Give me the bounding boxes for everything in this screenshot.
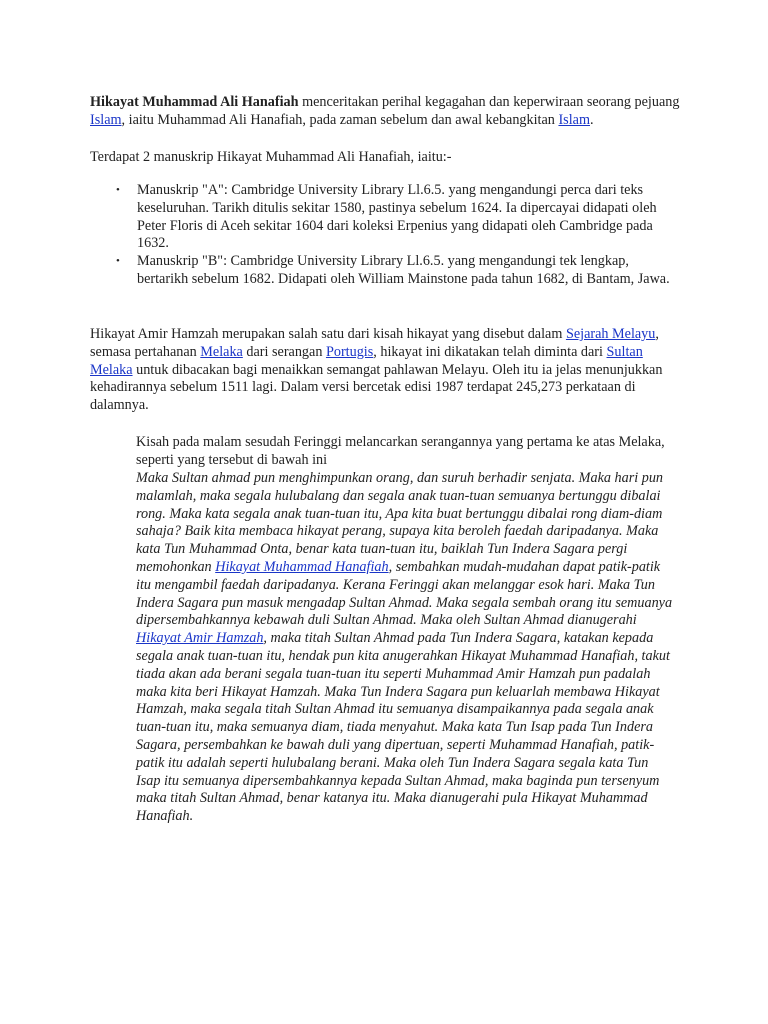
manuscripts-heading: Terdapat 2 manuskrip Hikayat Muhammad Ali Hanafiah, iaitu:- [90,149,452,165]
amir-text-1: Hikayat Amir Hamzah merupakan salah satu dari kisah hikayat yang disebut dalam [90,326,566,342]
bullet-icon: • [116,255,120,268]
amir-text-3: dari serangan [242,343,326,360]
portugis-link[interactable]: Portugis [325,343,374,360]
islam-link-2[interactable]: Islam [558,111,590,128]
sejarah-melayu-link[interactable]: Sejarah Melayu [565,326,656,342]
quote-text-2: , sembahkan mudah-mudahan dapat patik-patik itu mengambil faedah daripadanya. Kerana Feringgi akan melanggar esok hari. Maka Tun Indera Sagara pun masuk mengadap Sultan Ahmad. Maka segala sembah orang itu semuanya dipersembahkannya kebawah duli Sultan Ahmad. Maka oleh Sultan Ahmad dianugerahi [136,558,673,629]
hikayat-muhammad-hanafiah-link[interactable]: Hikayat Muhammad Hanafiah [215,558,389,575]
quote-text-1: Maka Sultan ahmad pun menghimpunkan orang, dan suruh berhadir senjata. Maka hari pun malamlah, maka segala hulubalang dan segala anak tuan-tuan semuanya bertunggu dibalai rong. Maka kata segala anak tuan-tuan itu, Apa kita buat bertunggu dibalai rong diam-diam sahaja? Baik kita membaca hikayat perang, supaya kita beroleh faedah daripadanya. Maka kata Tun Muhammad Onta, benar kata tuan-tuan itu, baiklah Tun Indera Sagara pergi memohonkan [136,470,664,575]
sultan-melaka-link[interactable]: Sultan Melaka [90,343,643,378]
manuscript-list [90,182,680,289]
islam-link-1[interactable]: Islam [90,111,122,128]
amir-text-5: untuk dibacakan bagi menaikkan semangat pahlawan Melayu. Oleh itu ia jelas menunjukkan kehadirannya sebelum 1511 lagi. Dalam versi bercetak edisi 1987 terdapat 245,273 perkataan di dalamnya. [90,361,663,414]
hikayat-title: Hikayat Muhammad Ali Hanafiah [90,94,299,110]
amir-text-2: , semasa pertahanan [90,326,659,360]
intro-text-3: . [589,111,594,128]
hikayat-amir-hamzah-link[interactable]: Hikayat Amir Hamzah [136,630,264,647]
intro-text-2: , iaitu Muhammad Ali Hanafiah, pada zaman sebelum dan awal kebangkitan [121,111,559,128]
list-item [90,182,680,253]
manuscript-b-text: Manuskrip "B": Cambridge University Library Ll.6.5. yang mengandungi tek lengkap, bertarikh sebelum 1682. Didapati oleh William Mainstone pada tahun 1682, di Bantam, Jawa. [137,253,670,287]
quote-body [136,470,676,826]
melaka-link[interactable]: Melaka [200,343,243,360]
intro-paragraph [90,94,680,130]
amir-text-4: , hikayat ini dikatakan telah diminta dari [373,343,607,360]
quote-text-3: , maka titah Sultan Ahmad pada Tun Indera Sagara, katakan kepada segala anak tuan-tuan itu, hendak pun kita anugerahkan Hikayat Muhammad Hanafiah, takut tiada akan ada berani segala tuan-tuan itu seperti Muhammad Amir Hamzah pun padalah maka kita beri Hikayat Hamzah. Maka Tun Indera Sagara pun keluarlah membawa Hikayat Hamzah, maka segala titah Sultan Ahmad itu semuanya disampaikannya pada segala anak tuan-tuan itu, maka semuanya diam, tiada menyahut. Maka kata Tun Isap pada Tun Indera Sagara, persembahkan ke bawah duli yang dipertuan, seperti Muhammad Hanafiah, patik-patik itu adalah seperti hulubalang berani. Maka oleh Tun Indera Sagara segala kata Tun Isap itu semuanya dipersembahkannya kepada Sultan Ahmad, maka baginda pun tersenyum maka titah Sultan Ahmad, benar katanya itu. Maka dianugerahi pula Hikayat Muhammad Hanafiah. [136,630,670,825]
amir-hamzah-paragraph [90,326,680,415]
bullet-icon: • [116,184,120,196]
intro-text-1: menceritakan perihal kegagahan dan keperwiraan seorang pejuang [298,94,680,110]
quote-intro: Kisah pada malam sesudah Feringgi melancarkan serangannya yang pertama ke atas Melaka, seperti yang tersebut di bawah ini [136,434,665,468]
manuscript-a-text: Manuskrip "A": Cambridge University Library Ll.6.5. yang mengandungi perca dari teks keseluruhan. Tarikh ditulis sekitar 1580, pastinya sebelum 1624. Ia dipercayai didapati oleh Peter Floris di Aceh sekitar 1604 dari koleksi Erpenius yang didapati oleh Cambridge pada 1632. [137,182,657,252]
list-item [90,253,680,289]
